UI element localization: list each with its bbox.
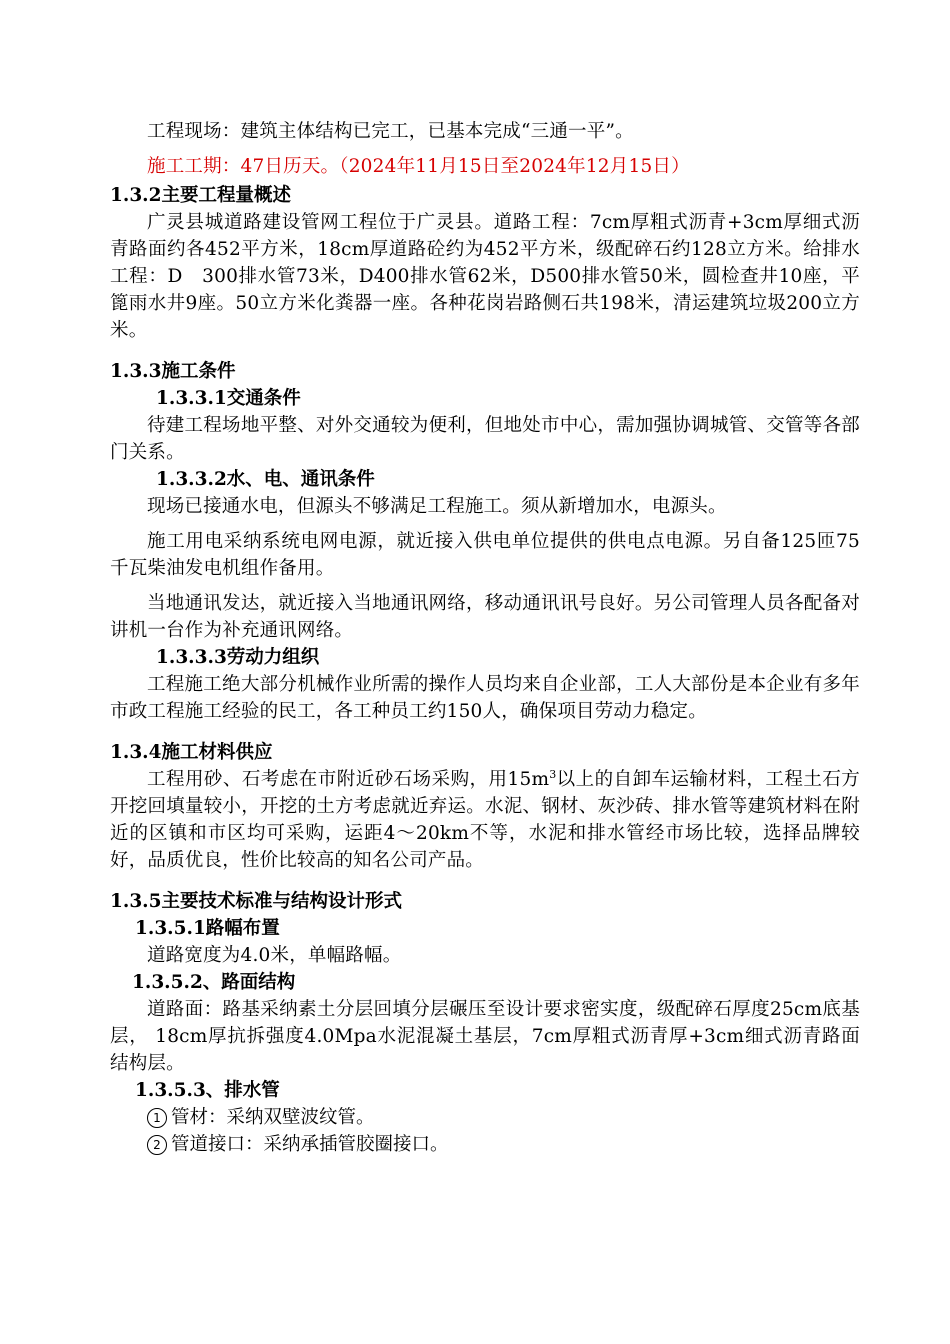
- circled-number: 2: [147, 1135, 167, 1155]
- construction-period-paragraph: 施工工期：47日历天。（2024年11月15日至2024年12月15日）: [147, 156, 690, 177]
- heading-1-3-4: 1.3.4施工材料供应: [110, 742, 273, 763]
- materials-superscript: 3: [549, 767, 557, 781]
- pavement-paragraph: 道路面：路基采纳素土分层回填分层碾压至设计要求密实度，级配碎石厚度25cm底基层， 18cm厚抗拆强度4.0Mpa水泥混凝土基层，7cm厚粗式沥青厚+3cm细式沥青路面结构层。: [110, 999, 860, 1074]
- list-item: [110, 1131, 860, 1158]
- heading-1-3-3-1: 1.3.3.1交通条件: [156, 388, 301, 409]
- materials-text-b: 以上的自卸车运输材料，工程土石方开挖回填量较小，开挖的土方考虑就近弃运。水泥、钢材、灰沙砖、排水管等建筑材料在附近的区镇和市区均可采购，运距4～20km不等，水泥和排水管经市场比较，选择品牌较好，品质优良，性价比较高的知名公司产品。: [110, 769, 860, 871]
- list-item-text: 管道接口：采纳承插管胶圈接口。: [171, 1134, 449, 1155]
- heading-1-3-5-2: 1.3.5.2、路面结构: [132, 972, 296, 993]
- list-item: [110, 1104, 860, 1131]
- materials-paragraph: [110, 766, 860, 874]
- materials-text-a: 工程用砂、石考虑在市附近砂石场采购，用15m: [147, 769, 550, 790]
- circled-number: 1: [147, 1108, 167, 1128]
- heading-1-3-2: 1.3.2主要工程量概述: [110, 185, 291, 206]
- site-status-paragraph: 工程现场：建筑主体结构已完工，已基本完成“三通一平”。: [147, 121, 634, 142]
- heading-1-3-5-1: 1.3.5.1路幅布置: [135, 918, 280, 939]
- heading-1-3-5-3: 1.3.5.3、排水管: [135, 1080, 280, 1101]
- traffic-paragraph: 待建工程场地平整、对外交通较为便利，但地处市中心，需加强协调城管、交管等各部门关系。: [110, 415, 860, 463]
- heading-1-3-5: 1.3.5主要技术标准与结构设计形式: [110, 891, 402, 912]
- heading-1-3-3-3: 1.3.3.3劳动力组织: [156, 647, 320, 668]
- quantities-paragraph: 广灵县城道路建设管网工程位于广灵县。道路工程：7cm厚粗式沥青+3cm厚细式沥青路面约各452平方米，18cm厚道路砼约为452平方米，级配碎石约128立方米。给排水工程：D 300排水管73米，D400排水管62米，D500排水管50米，圆检查井10座，平篦雨水井9座。50立方米化粪器一座。各种花岗岩路侧石共198米，清运建筑垃圾200立方米。: [110, 212, 860, 341]
- utilities-paragraph-1: 现场已接通水电，但源头不够满足工程施工。须从新增加水，电源头。: [147, 496, 727, 517]
- document-page: [110, 118, 860, 1158]
- heading-1-3-3: 1.3.3施工条件: [110, 361, 236, 382]
- road-width-paragraph: 道路宽度为4.0米，单幅路幅。: [147, 945, 402, 966]
- utilities-paragraph-3: 当地通讯发达，就近接入当地通讯网络，移动通讯讯号良好。另公司管理人员各配备对讲机一台作为补充通讯网络。: [110, 593, 860, 641]
- list-item-text: 管材：采纳双壁波纹管。: [171, 1107, 375, 1128]
- labor-paragraph: 工程施工绝大部分机械作业所需的操作人员均来自企业部，工人大部份是本企业有多年市政工程施工经验的民工，各工种员工约150人，确保项目劳动力稳定。: [110, 674, 860, 722]
- heading-1-3-3-2: 1.3.3.2水、电、通讯条件: [156, 469, 375, 490]
- utilities-paragraph-2: 施工用电采纳系统电网电源，就近接入供电单位提供的供电点电源。另自备125匝75千瓦柴油发电机组作备用。: [110, 531, 860, 579]
